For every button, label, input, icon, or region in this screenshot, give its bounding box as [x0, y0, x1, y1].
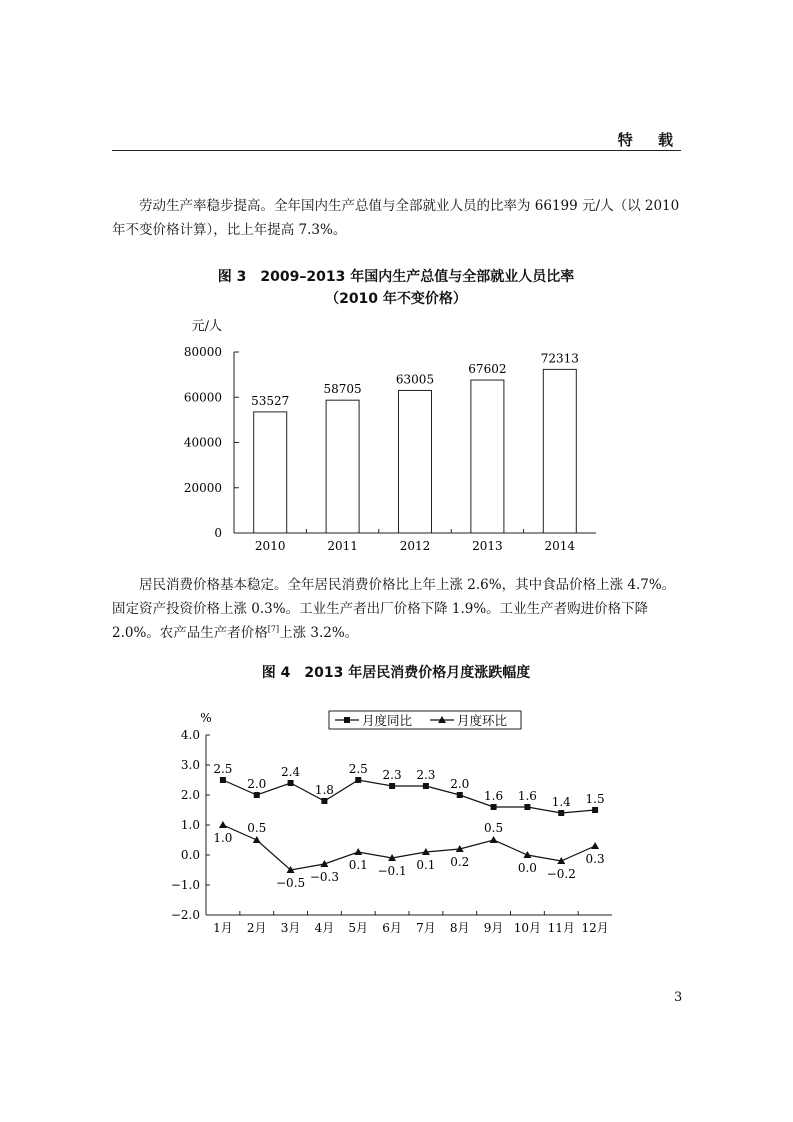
figure4-point [321, 798, 327, 804]
figure4-data-label: 2.0 [450, 777, 470, 791]
figure4-legend-label: 月度同比 [362, 713, 413, 728]
figure3-y-axis-label: 元/人 [191, 319, 222, 334]
figure3-y-tick-label: 80000 [183, 345, 222, 359]
figure4-data-label: 0.1 [348, 858, 368, 872]
figure4-point [491, 804, 497, 810]
figure4-data-label: 2.4 [281, 765, 301, 779]
figure4-data-label: 1.6 [484, 789, 504, 803]
figure4-title: 图 4 2013 年居民消费价格月度涨跌幅度 [261, 665, 531, 681]
figure4-data-label: −0.1 [377, 864, 407, 878]
figure3-data-label: 72313 [540, 351, 579, 366]
figure4-data-label: 2.5 [348, 762, 368, 776]
figure4-point [457, 792, 463, 798]
figure3-data-label: 58705 [323, 382, 362, 397]
figure4-x-tick-label: 9月 [483, 921, 504, 935]
paragraph-prices-tail: 上涨 3.2%。 [279, 625, 359, 641]
figure4-point [354, 848, 362, 855]
figure4-y-tick-label: −1.0 [170, 878, 200, 892]
figure4-data-label: 2.5 [213, 762, 233, 776]
figure4-x-tick-label: 6月 [382, 921, 402, 935]
figure3-x-tick-label: 2012 [399, 539, 431, 553]
figure4-data-label: 0.1 [416, 858, 436, 872]
figure4-data-label: 0.5 [247, 821, 267, 835]
figure4-x-tick-label: 7月 [416, 921, 436, 935]
footnote-ref: [7] [267, 624, 280, 634]
figure4-series-line [223, 780, 595, 813]
figure4-point [288, 780, 294, 786]
figure3-title: 图 3 2009–2013 年国内生产总值与全部就业人员比率 [217, 269, 575, 285]
figure3-y-tick-label: 40000 [183, 435, 222, 450]
figure3-data-label: 67602 [468, 362, 507, 377]
figure4-point [558, 810, 564, 816]
figure4-point [490, 836, 498, 843]
figure4-x-tick-label: 5月 [348, 921, 369, 935]
figure4-point [423, 783, 429, 789]
figure4-x-tick-label: 12月 [581, 921, 609, 935]
figure4-data-label: −0.3 [309, 870, 339, 884]
figure4-point [355, 777, 361, 783]
figure4-point [592, 807, 598, 813]
figure3-subtitle: （2010 年不变价格） [325, 291, 467, 307]
figure4-data-label: 0.3 [585, 852, 605, 866]
figure4-data-label: 2.0 [247, 777, 267, 791]
figure4-y-tick-label: 0.0 [180, 848, 200, 862]
figure3-x-tick-label: 2013 [472, 539, 503, 553]
figure4-data-label: 0.5 [484, 821, 504, 835]
figure4-point [219, 821, 227, 828]
figure4-data-label: 2.3 [416, 768, 436, 782]
figure4-data-label: 1.4 [551, 795, 571, 809]
figure4-legend-label: 月度环比 [457, 713, 508, 728]
page-number: 3 [674, 990, 683, 1005]
figure4-point [389, 783, 395, 789]
figure4-y-tick-label: −2.0 [170, 908, 200, 922]
figure4-y-tick-label: 4.0 [180, 728, 200, 742]
figure4-x-tick-label: 8月 [449, 921, 470, 935]
figure4-y-tick-label: 3.0 [180, 758, 200, 772]
figure4-data-label: 1.5 [585, 792, 605, 806]
paragraph-productivity: 劳动生产率稳步提高。全年国内生产总值与全部就业人员的比率为 66199 元/人（以 2010 年不变价格计算），比上年提高 7.3%。 [112, 198, 680, 238]
figure4-point [254, 792, 260, 798]
figure3-x-tick-label: 2010 [254, 539, 286, 553]
figure4-x-tick-label: 10月 [513, 921, 542, 935]
figure4-point [591, 842, 599, 849]
figure3-x-tick-label: 2011 [327, 539, 358, 553]
figure4-data-label: −0.2 [546, 867, 576, 881]
paragraph-prices-text: 居民消费价格基本稳定。全年居民消费价格比上年上涨 2.6%，其中食品价格上涨 4.7%。固定资产投资价格上涨 0.3%。工业生产者出厂价格下降 1.9%。工业生产者购进价格下降 2.0%。农产品生产者价格 [112, 577, 676, 641]
figure4-data-label: −0.5 [276, 876, 306, 890]
figure3-y-tick-label: 20000 [183, 480, 222, 495]
figure4-y-axis-label: % [200, 711, 212, 725]
figure3-data-label: 53527 [251, 393, 290, 408]
figure4-data-label: 1.6 [517, 789, 537, 803]
figure4-y-tick-label: 1.0 [180, 818, 200, 832]
figure4-y-tick-label: 2.0 [180, 788, 200, 802]
figure4-point [524, 804, 530, 810]
figure4-x-tick-label: 4月 [314, 921, 335, 935]
figure4-point [523, 851, 531, 858]
figure3-y-tick-label: 60000 [183, 390, 222, 405]
figure4-point [220, 777, 226, 783]
figure4-data-label: 0.0 [517, 861, 537, 875]
figure4-x-tick-label: 1月 [213, 921, 233, 935]
figure3-x-tick-label: 2014 [544, 539, 576, 553]
figure4-x-tick-label: 3月 [280, 921, 301, 935]
figure4-point [253, 836, 261, 843]
figure3-data-label: 63005 [395, 372, 435, 387]
figure4-data-label: 0.2 [450, 855, 470, 869]
figure4-data-label: 1.0 [213, 831, 233, 845]
figure3-y-tick-label: 0 [214, 526, 222, 540]
figure4-x-tick-label: 2月 [246, 921, 267, 935]
running-header-title: 特 载 [617, 131, 683, 149]
figure4-data-label: 2.3 [382, 768, 402, 782]
figure4-series-line [223, 825, 595, 870]
figure4-data-label: 1.8 [314, 783, 334, 797]
figure4-legend-marker [344, 717, 350, 723]
figure4-x-tick-label: 11月 [547, 921, 575, 935]
